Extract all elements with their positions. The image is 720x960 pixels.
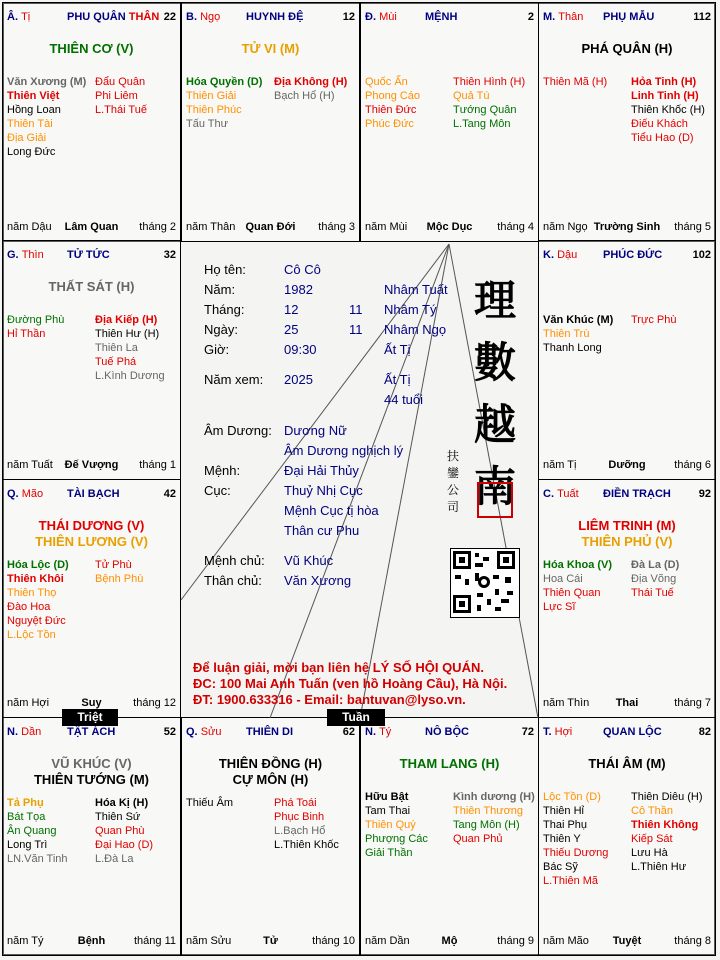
palace-age: 42 xyxy=(163,488,176,500)
flow-year: năm Hợi xyxy=(7,697,50,709)
minor-star: Hữu Bật xyxy=(365,791,409,803)
minor-star: Phúc Đức xyxy=(365,118,414,130)
palace-branch: Đ. Mùi xyxy=(365,11,397,23)
palace-branch: K. Dậu xyxy=(543,249,578,261)
flow-month: tháng 2 xyxy=(139,221,176,233)
info-value: Đại Hải Thủy xyxy=(284,463,359,478)
minor-star: Hoa Cái xyxy=(543,573,583,585)
minor-star: Đường Phù xyxy=(7,314,65,326)
flow-month: tháng 10 xyxy=(312,935,355,947)
info-value: Âm Dương nghịch lý xyxy=(284,443,404,458)
info-value: Dương Nữ xyxy=(284,423,347,438)
minor-star: L.Lộc Tồn xyxy=(7,629,56,641)
info-value: Mệnh Cục tị hòa xyxy=(284,503,379,518)
minor-star: Thiên Đức xyxy=(365,104,417,116)
info-value: 25 xyxy=(284,322,299,337)
life-stage: Dưỡng xyxy=(608,459,646,471)
minor-star: Lưu Hà xyxy=(631,847,668,859)
major-star: THÁI ÂM (M) xyxy=(588,756,666,771)
flow-year: năm Mão xyxy=(543,935,589,947)
minor-star: Thiên La xyxy=(95,342,138,354)
flow-year: năm Thìn xyxy=(543,697,590,709)
minor-star: Đào Hoa xyxy=(7,601,51,613)
minor-star: Thiên Mã (H) xyxy=(543,76,608,88)
minor-star: Tấu Thư xyxy=(186,118,229,130)
minor-star: Kiếp Sát xyxy=(631,833,673,845)
major-star: THÁI DƯƠNG (V) xyxy=(38,518,145,533)
minor-star: Tử Phù xyxy=(95,559,132,571)
minor-star: Văn Khúc (M) xyxy=(543,314,614,326)
minor-star: Thái Tuế xyxy=(631,587,674,599)
info-label: Cục: xyxy=(204,483,231,498)
minor-star: Bạch Hổ (H) xyxy=(274,90,335,102)
palace-age: 62 xyxy=(342,726,355,738)
minor-star: Hỉ Thần xyxy=(7,328,46,340)
info-canchi: Nhâm Tuất xyxy=(384,282,448,297)
stamp-text: 扶鑾公司 xyxy=(447,449,460,514)
info-label: Ngày: xyxy=(204,322,238,337)
calli-char: 南 xyxy=(473,462,516,511)
palace-branch: T. Hợi xyxy=(543,726,573,738)
palace-name: NÔ BỘC xyxy=(425,726,469,738)
tuan-badge: Tuần xyxy=(327,709,385,726)
minor-star: Thiên Y xyxy=(543,833,581,845)
life-stage: Lâm Quan xyxy=(64,221,119,233)
minor-star: Bác Sỹ xyxy=(543,861,578,873)
palace-age: 12 xyxy=(342,11,355,23)
minor-star: Thiên Việt xyxy=(7,90,60,102)
info-value: 1982 xyxy=(284,282,313,297)
palace-branch: N. Dần xyxy=(7,726,42,738)
flow-year: năm Sửu xyxy=(186,935,232,947)
minor-star: Cô Thần xyxy=(631,805,673,817)
major-star: THIÊN TƯỚNG (M) xyxy=(33,772,150,787)
info-canchi: Ất Tị xyxy=(384,342,411,357)
info-label: Năm: xyxy=(204,282,236,297)
palace-age: 52 xyxy=(163,726,176,738)
minor-star: Thiên Diêu (H) xyxy=(631,791,703,803)
minor-star: Địa Không (H) xyxy=(274,76,348,88)
minor-star: Trực Phù xyxy=(631,314,677,326)
palace-name: HUYNH ĐỆ xyxy=(246,11,304,23)
info-value: 12 xyxy=(284,302,299,317)
minor-star: L.Thiên Mã xyxy=(543,875,599,887)
major-star: THIÊN CƠ (V) xyxy=(49,41,134,56)
palace-name: PHỤ MẪU xyxy=(603,11,655,23)
palace-branch: Â. Tị xyxy=(7,11,31,23)
major-star: THIÊN ĐỒNG (H) xyxy=(218,756,323,771)
major-star: THAM LANG (H) xyxy=(399,756,500,771)
minor-star: Đại Hao (D) xyxy=(95,839,154,851)
minor-star: L.Thiên Khốc xyxy=(274,839,339,851)
minor-star: Tang Môn (H) xyxy=(453,819,520,831)
flow-year: năm Ngọ xyxy=(543,221,588,233)
flow-month: tháng 1 xyxy=(139,459,176,471)
minor-star: Bát Tọa xyxy=(7,811,46,823)
life-stage: Mộ xyxy=(441,935,458,947)
flow-month: tháng 3 xyxy=(318,221,355,233)
minor-star: Long Đức xyxy=(7,146,56,158)
minor-star: Quan Phủ xyxy=(453,833,503,845)
palace-branch: B. Ngọ xyxy=(186,11,221,23)
flow-year: năm Tuất xyxy=(7,459,53,471)
minor-star: Đà La (D) xyxy=(631,559,680,571)
minor-star: Thiên Sứ xyxy=(95,811,141,823)
minor-star: Phục Binh xyxy=(274,811,325,823)
minor-star: Tam Thai xyxy=(365,805,411,817)
minor-star: Hóa Quyền (D) xyxy=(186,76,263,88)
palace-name: QUAN LỘC xyxy=(603,726,662,738)
info-label: Mệnh: xyxy=(204,463,241,478)
info-value: Thân cư Phu xyxy=(284,523,360,538)
minor-star: Hồng Loan xyxy=(7,104,61,116)
minor-star: Thiên Không xyxy=(631,819,699,831)
flow-year: năm Tý xyxy=(7,935,44,947)
flow-month: tháng 4 xyxy=(497,221,534,233)
minor-star: Thiên Hình (H) xyxy=(453,76,526,88)
contact-line-1: Để luận giải, mời bạn liên hệ LÝ SỐ HỘI QUÁN. xyxy=(193,660,484,675)
info-value: Vũ Khúc xyxy=(284,553,334,568)
calli-char: 越 xyxy=(473,400,516,449)
major-star: LIÊM TRINH (M) xyxy=(578,518,676,533)
minor-star: Thiên Khôi xyxy=(7,573,64,585)
life-stage: Thai xyxy=(615,697,639,709)
flow-month: tháng 11 xyxy=(133,935,176,947)
minor-star: Thiếu Dương xyxy=(543,847,609,859)
minor-star: Địa Kiếp (H) xyxy=(95,314,158,326)
minor-star: Đẩu Quân xyxy=(95,76,146,88)
contact-line-2: ĐC: 100 Mai Anh Tuấn (ven hồ Hoàng Cầu), Hà Nội. xyxy=(193,676,508,691)
life-stage: Bệnh xyxy=(77,935,106,947)
palace-name: PHU QUÂN THÂN xyxy=(67,11,160,23)
red-seal xyxy=(477,482,513,518)
major-star: TỬ VI (M) xyxy=(241,41,300,56)
info-value: 09:30 xyxy=(284,342,317,357)
life-stage: Trường Sinh xyxy=(593,221,661,233)
minor-star: Tiểu Hao (D) xyxy=(631,132,694,144)
info-canchi: Nhâm Tý xyxy=(384,302,437,317)
flow-month: tháng 7 xyxy=(674,697,711,709)
flow-month: tháng 9 xyxy=(497,935,534,947)
info-label: Âm Dương: xyxy=(204,423,272,438)
minor-star: L.Tang Môn xyxy=(453,118,511,130)
info-value: Văn Xương xyxy=(284,573,352,588)
minor-star: Thiếu Âm xyxy=(186,797,234,809)
info-label: Năm xem: xyxy=(204,372,264,387)
palace-name: TÀI BẠCH xyxy=(67,488,120,500)
minor-star: L.Kình Dương xyxy=(95,370,165,382)
info-label: Thân chủ: xyxy=(204,573,262,588)
flow-year: năm Dậu xyxy=(7,221,52,233)
minor-star: Bệnh Phù xyxy=(95,573,144,585)
minor-star: Lực Sĩ xyxy=(543,601,576,613)
life-stage: Mộc Dục xyxy=(426,221,473,233)
flow-year: năm Thân xyxy=(186,221,236,233)
flow-year: năm Mùi xyxy=(365,221,408,233)
minor-star: L.Thái Tuế xyxy=(95,104,147,116)
major-star: CỰ MÔN (H) xyxy=(232,772,309,787)
minor-star: Giải Thần xyxy=(365,847,413,859)
major-star: VŨ KHÚC (V) xyxy=(51,756,132,771)
minor-star: Thiên Tài xyxy=(7,118,53,130)
minor-star: Phá Toái xyxy=(274,797,317,809)
contact-line-3: ĐT: 1900.633316 - Email: bantuvan@lyso.vn. xyxy=(193,692,466,707)
info-canchi: Ất Tị xyxy=(384,372,411,387)
minor-star: Tướng Quân xyxy=(453,104,517,116)
flow-month: tháng 6 xyxy=(674,459,711,471)
minor-star: Địa Giải xyxy=(7,132,47,144)
minor-star: Thiên Hỉ xyxy=(543,805,584,817)
minor-star: Văn Xương (M) xyxy=(7,76,87,88)
minor-star: Ân Quang xyxy=(7,825,57,837)
life-stage: Tuyệt xyxy=(612,935,642,947)
major-star: PHÁ QUÂN (H) xyxy=(581,41,673,56)
palace-age: 2 xyxy=(527,11,534,23)
minor-star: Thiên Hư (H) xyxy=(95,328,160,340)
info-lunar: 11 xyxy=(349,322,363,337)
minor-star: L.Bạch Hổ xyxy=(274,825,326,837)
major-star: THẤT SÁT (H) xyxy=(48,279,135,294)
palace-name: TỬ TỨC xyxy=(67,249,110,261)
palace-name: THIÊN DI xyxy=(246,726,294,738)
calligraphy-title xyxy=(470,270,520,518)
minor-star: Hóa Khoa (V) xyxy=(543,559,613,571)
palace-name: PHÚC ĐỨC xyxy=(603,249,663,261)
minor-star: Thiên Thọ xyxy=(7,587,57,599)
calli-char: 數 xyxy=(473,338,516,387)
flow-year: năm Dần xyxy=(365,935,410,947)
palace-age: 92 xyxy=(698,488,711,500)
minor-star: Thiên Quan xyxy=(543,587,601,599)
minor-star: Điếu Khách xyxy=(631,118,688,130)
minor-star: LN.Văn Tinh xyxy=(7,853,68,865)
minor-star: Thanh Long xyxy=(543,342,602,354)
palace-branch: M. Thân xyxy=(543,11,584,23)
palace-name: ĐIỀN TRẠCH xyxy=(603,488,671,500)
life-stage: Quan Đới xyxy=(245,221,296,233)
flow-month: tháng 8 xyxy=(674,935,711,947)
minor-star: Long Trì xyxy=(7,839,48,851)
info-label: Mệnh chủ: xyxy=(204,553,265,568)
life-stage: Đế Vượng xyxy=(64,459,119,471)
info-value: Thuỷ Nhị Cục xyxy=(284,483,363,498)
minor-star: Thiên Thương xyxy=(453,805,524,817)
info-canchi: Nhâm Ngọ xyxy=(384,322,447,337)
minor-star: Hỏa Tinh (H) xyxy=(631,76,697,88)
palace-branch: G. Thìn xyxy=(7,249,44,261)
minor-star: Tả Phụ xyxy=(7,797,44,809)
info-label: Giờ: xyxy=(204,342,230,357)
flow-month: tháng 5 xyxy=(674,221,711,233)
palace-branch: Q. Sửu xyxy=(186,726,222,738)
minor-star: Quốc Ấn xyxy=(365,76,408,88)
minor-star: Thai Phụ xyxy=(543,819,588,831)
info-value: Cô Cô xyxy=(284,262,321,277)
minor-star: Quả Tú xyxy=(453,90,490,102)
life-stage: Tử xyxy=(263,935,278,947)
info-label: Họ tên: xyxy=(204,262,246,277)
palace-age: 32 xyxy=(163,249,176,261)
minor-star: Hóa Lộc (D) xyxy=(7,559,69,571)
minor-star: Địa Võng xyxy=(631,573,677,585)
palace-name: MỆNH xyxy=(425,11,458,23)
minor-star: Thiên Phúc xyxy=(186,104,242,116)
palace-branch: Q. Mão xyxy=(7,488,44,500)
palace-age: 82 xyxy=(698,726,711,738)
minor-star: Thiên Khốc (H) xyxy=(631,104,705,116)
minor-star: Phi Liêm xyxy=(95,90,138,102)
minor-star: Thiên Trù xyxy=(543,328,590,340)
major-star: THIÊN PHỦ (V) xyxy=(581,534,673,549)
minor-star: Thiên Quý xyxy=(365,819,416,831)
qr-code[interactable] xyxy=(450,548,520,618)
minor-star: Linh Tinh (H) xyxy=(631,90,699,102)
minor-star: Kình dương (H) xyxy=(453,791,535,803)
info-lunar: 11 xyxy=(349,302,363,317)
flow-month: tháng 12 xyxy=(133,697,176,709)
info-canchi: 44 tuổi xyxy=(384,392,424,407)
palace-age: 112 xyxy=(693,11,711,23)
palace-age: 72 xyxy=(521,726,534,738)
major-star: THIÊN LƯƠNG (V) xyxy=(35,534,148,549)
minor-star: Nguyệt Đức xyxy=(7,615,66,627)
minor-star: L.Thiên Hư xyxy=(631,861,687,873)
minor-star: Lộc Tồn (D) xyxy=(543,791,601,803)
info-value: 2025 xyxy=(284,372,313,387)
minor-star: Hóa Kị (H) xyxy=(95,797,149,809)
palace-branch: C. Tuất xyxy=(543,488,579,500)
minor-star: L.Đà La xyxy=(95,853,134,865)
triet-badge: Triệt xyxy=(62,709,118,726)
palace-name: TẬT ÁCH xyxy=(67,726,116,738)
calli-char: 理 xyxy=(473,276,516,325)
palace-age: 102 xyxy=(692,249,711,261)
life-stage: Suy xyxy=(81,697,102,709)
minor-star: Quan Phù xyxy=(95,825,145,837)
minor-star: Thiên Giải xyxy=(186,90,237,102)
minor-star: Phong Cáo xyxy=(365,90,421,102)
palace-age: 22 xyxy=(163,11,176,23)
minor-star: Phượng Các xyxy=(365,833,428,845)
info-label: Tháng: xyxy=(204,302,245,317)
flow-year: năm Tị xyxy=(543,459,577,471)
palace-branch: N. Tý xyxy=(365,726,392,738)
minor-star: Tuế Phá xyxy=(95,356,137,368)
